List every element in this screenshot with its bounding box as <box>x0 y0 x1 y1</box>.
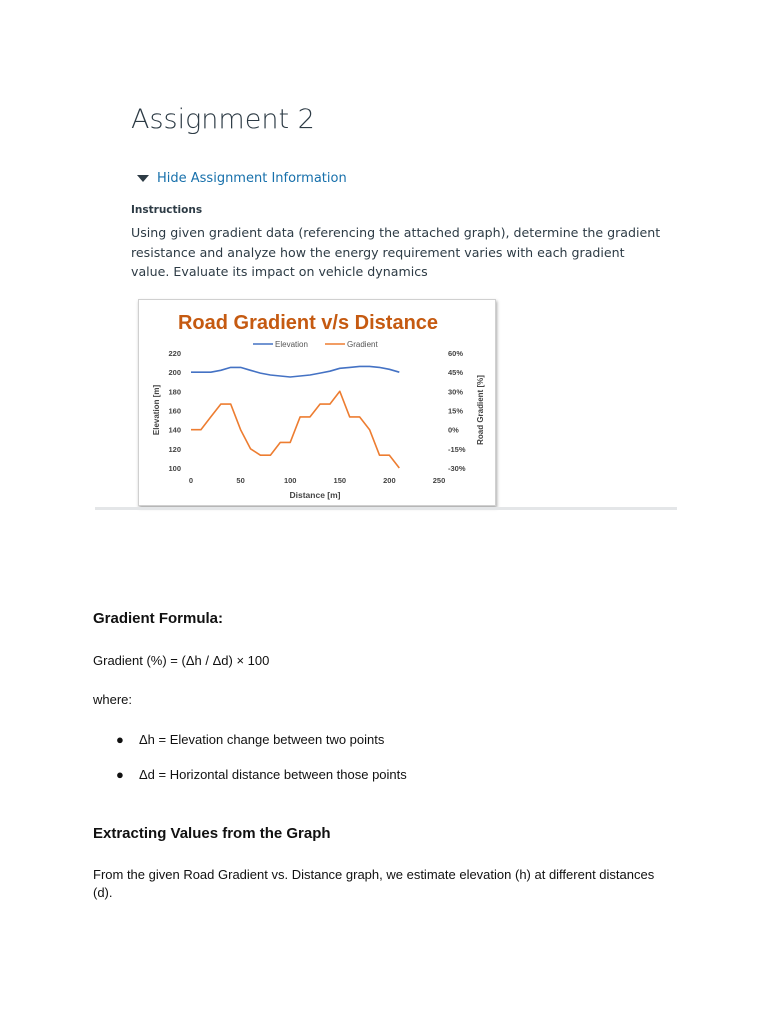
list-item <box>116 767 407 782</box>
road-gradient-chart <box>139 300 495 505</box>
x-tick-label: 0 <box>188 476 194 485</box>
extracting-values-text: From the given Road Gradient vs. Distance graph, we estimate elevation (h) at different distances (d). <box>93 867 655 900</box>
y-axis-label: Elevation [m] <box>152 384 161 436</box>
chart-image <box>138 299 496 506</box>
y2-tick-label: 45% <box>448 368 464 378</box>
instructions-heading: Instructions <box>131 204 203 216</box>
y-tick-label: 120 <box>168 444 181 454</box>
legend-entry: Elevation <box>275 340 308 349</box>
section-divider <box>95 507 677 510</box>
x-tick-label: 150 <box>333 476 347 485</box>
chart-title: Road Gradient v/s Distance <box>177 312 439 334</box>
gradient-formula-heading: Gradient Formula: <box>93 610 224 627</box>
instructions-text: Using given gradient data (referencing the attached graph), determine the gradient resistance and analyze how the energy requirement varies with each gradient value. Evaluate its impact on vehicle dynamics <box>131 225 661 279</box>
y-tick-label: 200 <box>168 368 181 378</box>
y2-tick-label: 15% <box>448 406 464 416</box>
hide-assignment-info-toggle[interactable] <box>137 171 347 186</box>
y2-tick-label: 60% <box>448 349 464 358</box>
y-tick-label: 160 <box>168 406 181 416</box>
x-tick-label: 100 <box>283 476 297 485</box>
y2-tick-label: -30% <box>448 464 466 473</box>
chart-series <box>191 366 399 468</box>
bullet-text: Δd = Horizontal distance between those points <box>139 767 407 782</box>
hide-assignment-info-label[interactable]: Hide Assignment Information <box>157 171 347 186</box>
where-label: where: <box>93 692 133 707</box>
bullet-icon: ● <box>116 767 124 782</box>
x-tick-label: 250 <box>432 476 446 485</box>
y-tick-label: 100 <box>168 464 181 473</box>
chart-axes <box>168 349 465 485</box>
y-tick-label: 180 <box>168 387 181 397</box>
y2-tick-label: 30% <box>448 387 464 397</box>
y-tick-label: 140 <box>168 425 181 435</box>
y2-tick-label: -15% <box>448 444 466 454</box>
x-tick-label: 50 <box>236 476 245 485</box>
list-item <box>116 732 384 747</box>
series-line-elevation <box>191 366 399 377</box>
series-line-gradient <box>191 391 399 468</box>
assignment-title: Assignment 2 <box>131 104 315 135</box>
extracting-values-heading: Extracting Values from the Graph <box>93 825 331 842</box>
bullet-text: Δh = Elevation change between two points <box>139 732 385 747</box>
caret-down-icon <box>137 175 149 182</box>
gradient-formula: Gradient (%) = (Δh / Δd) × 100 <box>93 653 270 668</box>
chart-legend <box>253 340 378 349</box>
y2-tick-label: 0% <box>448 425 459 435</box>
legend-entry: Gradient <box>347 340 378 349</box>
x-tick-label: 200 <box>383 476 396 485</box>
y-tick-label: 220 <box>168 349 181 358</box>
x-axis-label: Distance [m] <box>289 490 341 500</box>
bullet-icon: ● <box>116 732 124 747</box>
y2-axis-label: Road Gradient [%] <box>476 375 485 445</box>
